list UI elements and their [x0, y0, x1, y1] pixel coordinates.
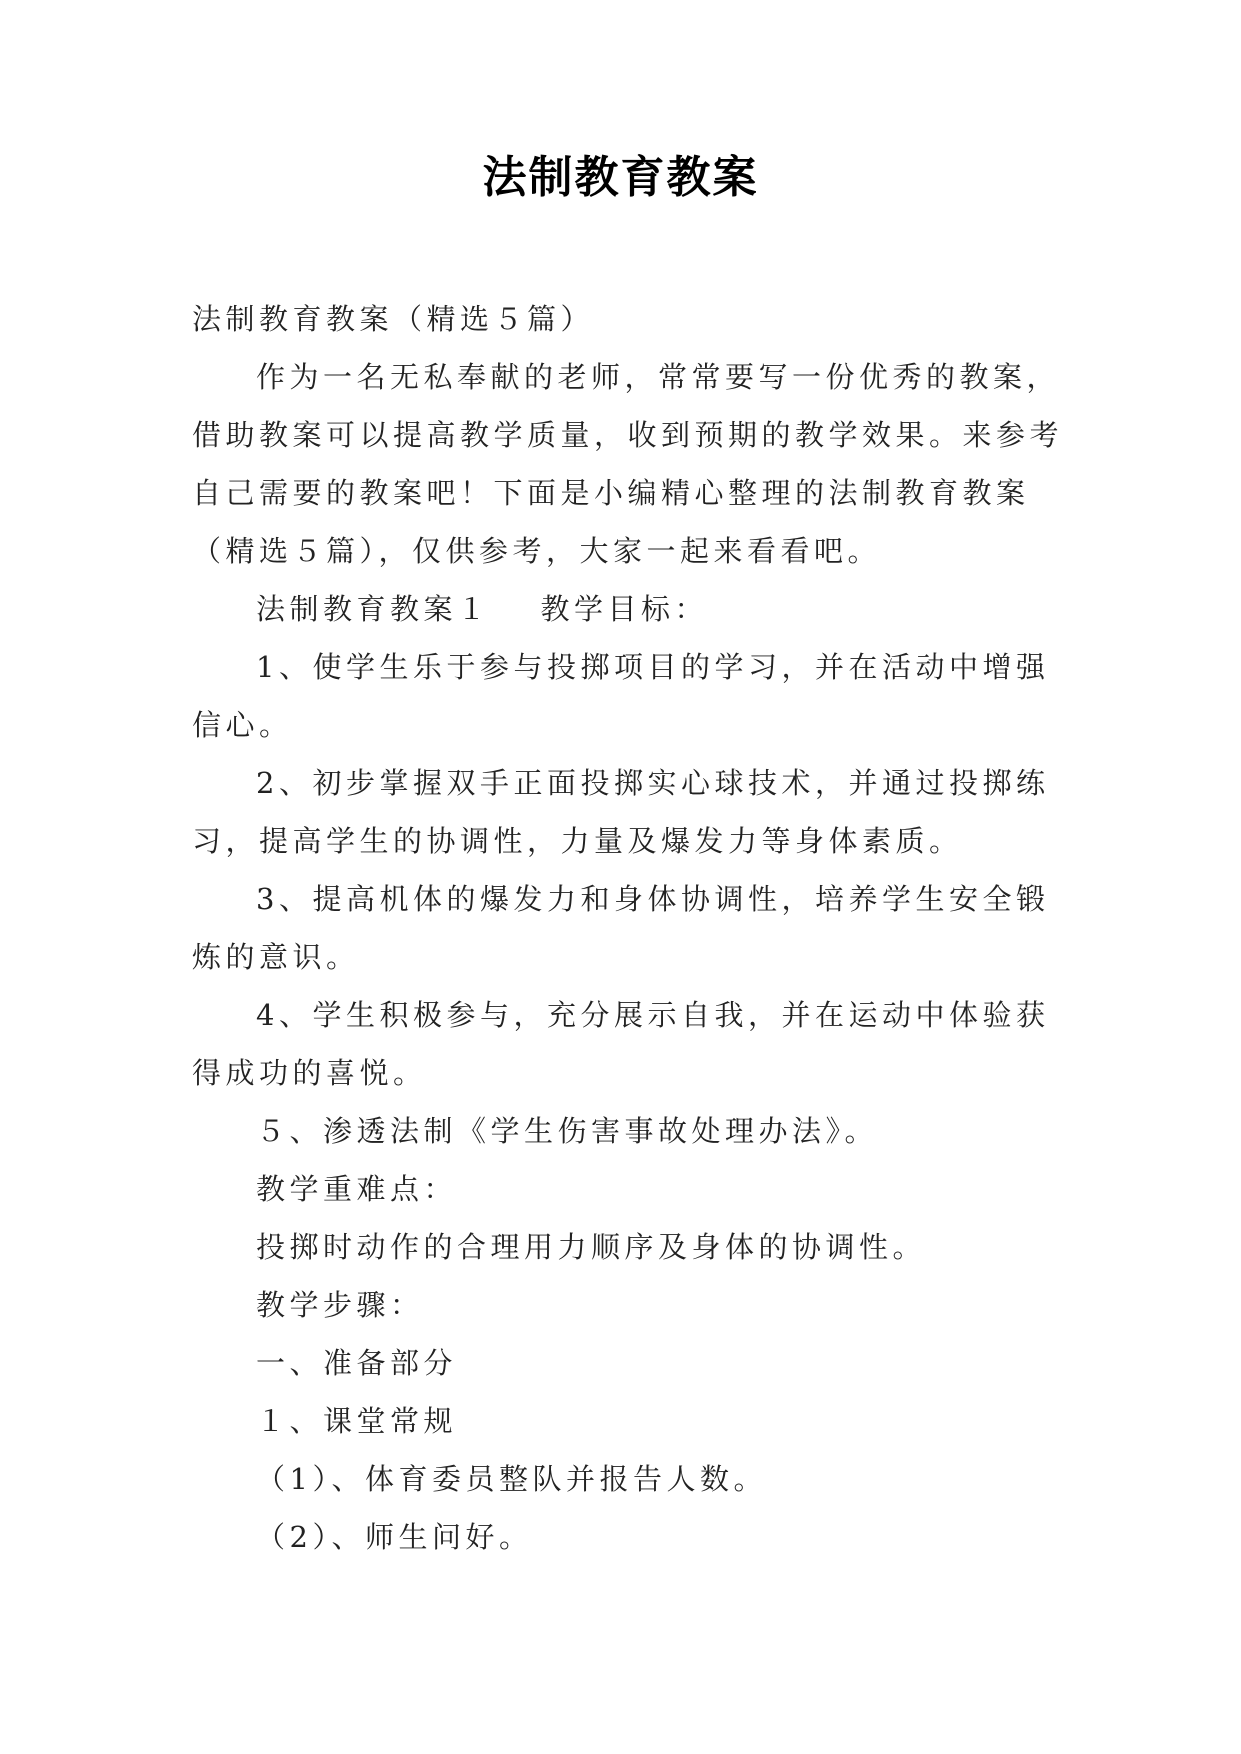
document-title: 法制教育教案 [482, 152, 759, 203]
steps-heading: 教学步骤： [256, 1288, 424, 1322]
goal-1-paragraph: 1、使学生乐于参与投掷项目的学习，并在活动中增强信心。 [192, 650, 1050, 742]
intro-paragraph: 作为一名无私奉献的老师，常常要写一份优秀的教案，借助教案可以提高教学质量，收到预期的教学效果。来参考自己需要的教案吧！下面是小编精心整理的法制教育教案（精选５篇），仅供参考，大家一起来看看吧。 [192, 360, 1064, 568]
goals-heading: 教学目标： [540, 592, 709, 626]
goal-3-paragraph: 3、提高机体的爆发力和身体协调性，培养学生安全锻炼的意识。 [192, 882, 1050, 974]
goal-2-paragraph: 2、初步掌握双手正面投掷实心球技术，并通过投掷练习，提高学生的协调性，力量及爆发力等身体素质。 [192, 766, 1050, 858]
part-1-heading: 一、准备部分 [256, 1346, 458, 1380]
item-2-paragraph: （2）、师生问好。 [256, 1520, 533, 1554]
lesson-heading-line [192, 580, 1072, 638]
document-body [192, 290, 1072, 1566]
item-1-paragraph: （1）、体育委员整队并报告人数。 [256, 1462, 767, 1496]
lesson1-heading: 法制教育教案１ [256, 592, 491, 626]
subtitle-paragraph: 法制教育教案（精选５篇） [192, 302, 595, 336]
key-points-heading: 教学重难点： [256, 1172, 458, 1206]
step-1-paragraph: １、课堂常规 [256, 1404, 458, 1438]
goal-5-paragraph: ５、渗透法制《学生伤害事故处理办法》。 [256, 1114, 879, 1148]
goal-4-paragraph: 4、学生积极参与，充分展示自我，并在运动中体验获得成功的喜悦。 [192, 998, 1050, 1090]
key-points-paragraph: 投掷时动作的合理用力顺序及身体的协调性。 [256, 1230, 927, 1264]
